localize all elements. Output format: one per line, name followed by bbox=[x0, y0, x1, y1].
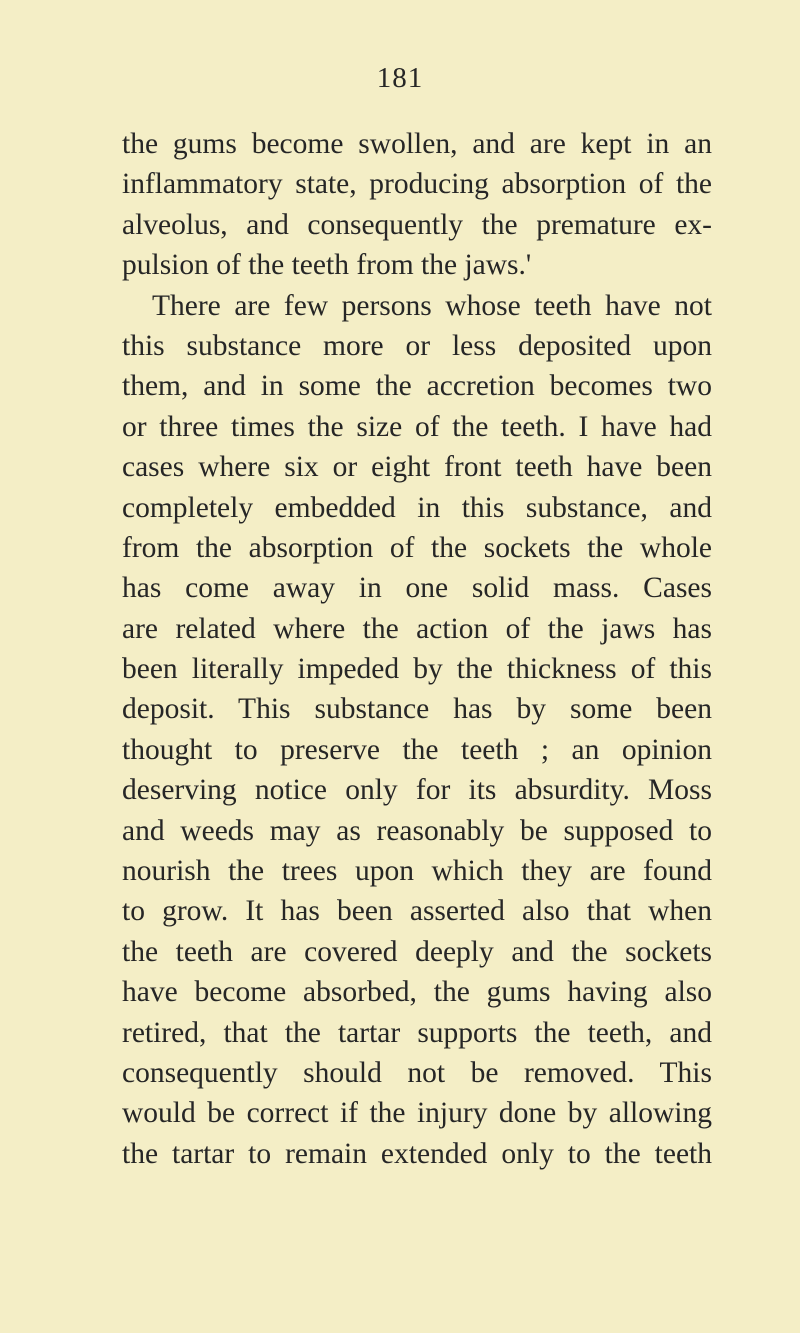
page-number: 181 bbox=[376, 62, 424, 94]
text-line: or three times the size of the teeth. I have had bbox=[122, 410, 712, 443]
text-line: completely embedded in this substance, and bbox=[122, 491, 712, 524]
text-line: nourish the trees upon which they are found bbox=[122, 855, 712, 888]
text-line: the gums become swollen, and are kept in an bbox=[122, 128, 712, 160]
text-line: been literally impeded by the thickness of this bbox=[122, 653, 712, 686]
text-line: cases where six or eight front teeth have been bbox=[122, 451, 712, 484]
text-line: them, and in some the accretion becomes two bbox=[122, 370, 712, 403]
text-line: this substance more or less deposited upon bbox=[122, 329, 712, 362]
text-line: have become absorbed, the gums having also bbox=[122, 976, 712, 1009]
text-line: consequently should not be removed. This bbox=[122, 1056, 712, 1089]
text-line: would be correct if the injury done by allowing bbox=[122, 1097, 712, 1130]
text-line: and weeds may as reasonably be supposed to bbox=[122, 814, 712, 847]
paragraph-start-line: There are few persons whose teeth have not bbox=[152, 289, 712, 322]
text-line: deserving notice only for its absurdity. Moss bbox=[122, 774, 712, 807]
text-line: inflammatory state, producing absorption of the bbox=[122, 168, 712, 201]
text-line: retired, that the tartar supports the teeth, and bbox=[122, 1016, 712, 1049]
text-line: from the absorption of the sockets the whole bbox=[122, 531, 712, 564]
text-line: the tartar to remain extended only to the teeth bbox=[122, 1137, 712, 1170]
text-line: alveolus, and consequently the premature ex- bbox=[122, 208, 712, 241]
text-line: to grow. It has been asserted also that when bbox=[122, 895, 712, 928]
text-line: the teeth are covered deeply and the sockets bbox=[122, 935, 712, 968]
text-line: thought to preserve the teeth ; an opinion bbox=[122, 733, 712, 766]
text-line: are related where the action of the jaws has bbox=[122, 612, 712, 645]
body-text bbox=[122, 124, 712, 1174]
text-line: has come away in one solid mass. Cases bbox=[122, 572, 712, 605]
text-line: pulsion of the teeth from the jaws.' bbox=[122, 249, 532, 282]
text-line: deposit. This substance has by some been bbox=[122, 693, 712, 726]
